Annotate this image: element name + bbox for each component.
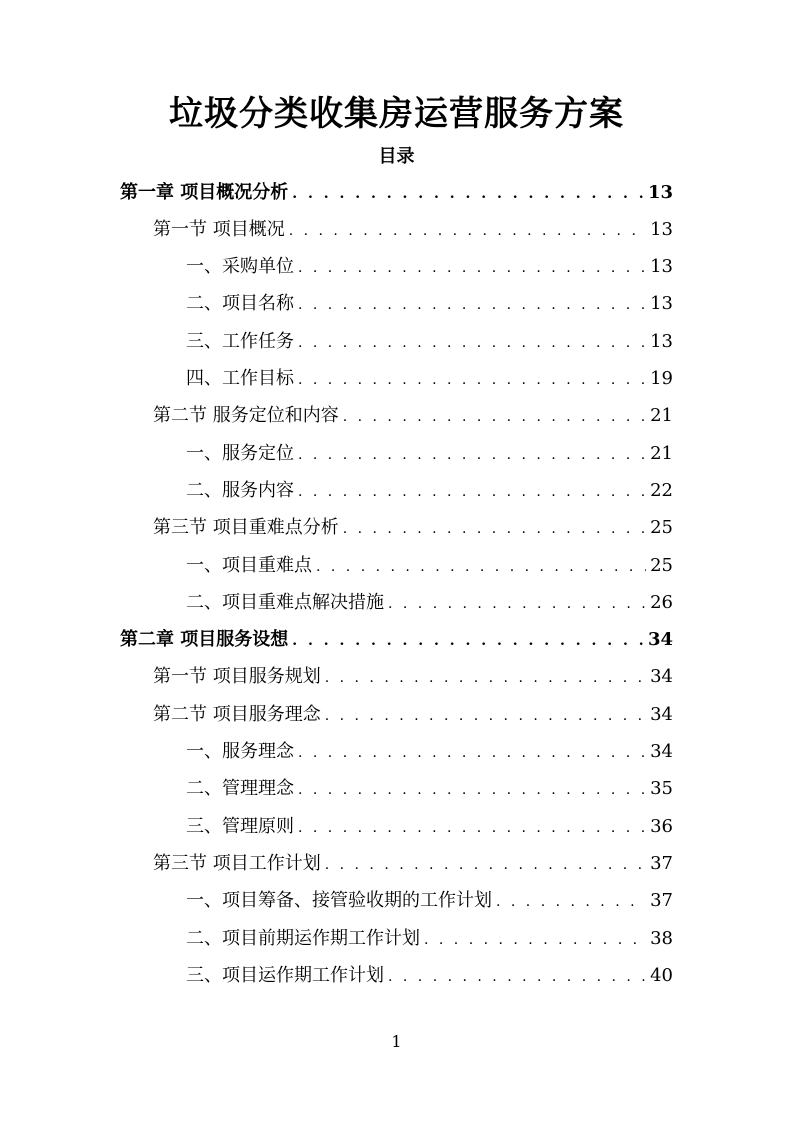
toc-entry[interactable]: [120, 174, 673, 211]
toc-entry-page: 13: [650, 330, 673, 352]
toc-leader-dots: [292, 181, 644, 205]
toc-entry[interactable]: [186, 808, 673, 845]
toc-entry-page: 35: [650, 778, 673, 800]
toc-entry-label: 二、项目名称: [186, 293, 294, 315]
toc-entry-page: 40: [650, 964, 673, 986]
toc-leader-dots: [316, 554, 646, 578]
toc-entry-page: 37: [650, 852, 673, 874]
toc-entry[interactable]: [186, 361, 673, 398]
toc-entry-label: 一、项目筹备、接管验收期的工作计划: [186, 890, 492, 912]
toc-entry-page: 13: [650, 256, 673, 278]
toc-leader-dots: [298, 777, 646, 801]
toc-entry-label: 一、服务理念: [186, 741, 294, 762]
toc-entry-label: 一、采购单位: [186, 256, 294, 278]
toc-entry[interactable]: [153, 398, 673, 435]
toc-leader-dots: [343, 516, 646, 540]
toc-entry[interactable]: [153, 659, 673, 696]
toc-entry[interactable]: [186, 771, 673, 808]
toc-entry-label: 第一节 项目服务规划: [153, 666, 321, 688]
toc-entry-label: 第二章 项目服务设想: [120, 629, 289, 651]
toc-leader-dots: [496, 889, 646, 913]
toc-entry-label: 三、项目运作期工作计划: [186, 964, 384, 986]
toc-leader-dots: [298, 292, 646, 316]
toc-entry[interactable]: [186, 584, 673, 621]
toc-entry-label: 第一章 项目概况分析: [120, 181, 289, 203]
toc-leader-dots: [325, 852, 646, 876]
toc-entry-page: 13: [650, 218, 673, 240]
toc-entry-page: 34: [650, 741, 673, 762]
toc-entry-label: 第一节 项目概况: [153, 218, 285, 240]
toc-entry-page: 19: [650, 368, 673, 389]
toc-entry[interactable]: [186, 286, 673, 323]
toc-entry-page: 21: [650, 442, 673, 464]
toc-entry[interactable]: [120, 622, 673, 659]
toc-leader-dots: [325, 665, 646, 689]
toc-entry[interactable]: [186, 957, 673, 994]
toc-entry-page: 37: [650, 890, 673, 912]
toc-entry-label: 二、服务内容: [186, 479, 294, 501]
toc-heading: 目录: [378, 146, 415, 167]
toc-leader-dots: [298, 330, 646, 354]
toc-entry[interactable]: [153, 845, 673, 882]
page-number: 1: [391, 1032, 402, 1051]
toc-entry[interactable]: [186, 734, 673, 771]
toc-leader-dots: [298, 479, 646, 503]
toc-entry[interactable]: [186, 920, 673, 957]
toc-entry-page: 13: [650, 293, 673, 315]
toc-entry[interactable]: [186, 249, 673, 286]
toc-entry-label: 第三节 项目工作计划: [153, 852, 321, 874]
toc-entry[interactable]: [186, 883, 673, 920]
toc-entry-page: 21: [650, 405, 673, 427]
toc-entry-page: 13: [647, 181, 673, 203]
toc-entry[interactable]: [186, 547, 673, 584]
toc-leader-dots: [388, 964, 646, 988]
toc-entry-page: 36: [650, 815, 673, 837]
toc-leader-dots: [388, 591, 646, 615]
toc-entry[interactable]: [153, 211, 673, 248]
toc-leader-dots: [325, 703, 646, 727]
toc-leader-dots: [298, 442, 646, 466]
toc-entry-page: 22: [650, 479, 673, 501]
toc-entry-label: 三、管理原则: [186, 815, 294, 837]
toc-leader-dots: [343, 404, 646, 428]
toc-entry-label: 第三节 项目重难点分析: [153, 517, 339, 539]
toc-entry-label: 一、服务定位: [186, 442, 294, 464]
toc-entry-label: 第二节 项目服务理念: [153, 703, 321, 725]
toc-entry[interactable]: [186, 472, 673, 509]
document-title: 垃圾分类收集房运营服务方案: [169, 94, 624, 134]
toc-leader-dots: [298, 255, 646, 279]
toc-leader-dots: [292, 628, 644, 652]
toc-leader-dots: [424, 927, 646, 951]
toc-entry-page: 25: [650, 517, 673, 539]
toc-entry[interactable]: [186, 323, 673, 360]
toc-entry[interactable]: [153, 510, 673, 547]
toc-entry-label: 二、项目重难点解决措施: [186, 591, 384, 613]
toc-entry-label: 三、工作任务: [186, 330, 294, 352]
toc-entry-page: 34: [650, 703, 673, 725]
toc-entry-label: 四、工作目标: [186, 368, 294, 389]
toc-entry-label: 二、项目前期运作期工作计划: [186, 927, 420, 949]
toc-entry-label: 二、管理理念: [186, 778, 294, 800]
toc-entry-page: 26: [650, 591, 673, 613]
toc-entry[interactable]: [153, 696, 673, 733]
toc-entry-label: 第二节 服务定位和内容: [153, 405, 339, 427]
toc-entry-label: 一、项目重难点: [186, 554, 312, 576]
toc-entry-page: 25: [650, 554, 673, 576]
toc-leader-dots: [298, 740, 646, 764]
toc-leader-dots: [289, 218, 646, 242]
toc-entry-page: 38: [650, 927, 673, 949]
toc-leader-dots: [298, 367, 646, 391]
toc-leader-dots: [298, 815, 646, 839]
toc-entry-page: 34: [647, 629, 673, 651]
toc-entry-page: 34: [650, 666, 673, 688]
toc-entry[interactable]: [186, 435, 673, 472]
